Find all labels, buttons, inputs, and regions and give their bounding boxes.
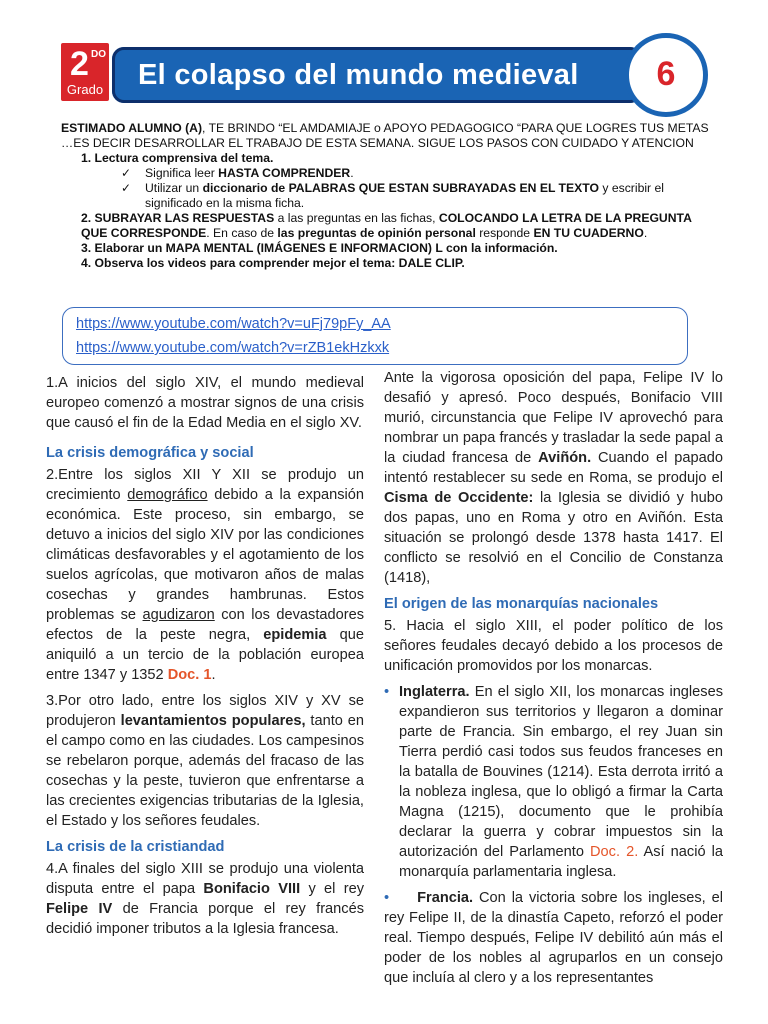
step-2: 2. SUBRAYAR LAS RESPUESTAS a las preguntas en las fichas, COLOCANDO LA LETRA DE LA PREGUNTA QUE CORRESPONDE. En caso de las preguntas de opinión personal responde EN TU CUADERNO. [81,211,692,240]
right-column [384,368,723,994]
bullet-france: • Francia. Con la victoria sobre los ingleses, el rey Felipe II, de la dinastía Capeto, reforzó el poder real. Tiempo después, Felipe IV debilitó aún más el poder de los nobles al agruparlos en un consejo que incluía al clero y a los representantes [384,890,723,986]
step-1-check-1: ✓ Significa leer HASTA COMPRENDER. [121,166,354,180]
instructions-intro: ESTIMADO ALUMNO (A), TE BRINDO “EL AMDAMIAJE o APOYO PEDAGOGICO “PARA QUE LOGRES TUS METAS …ES DECIR DESARROLLAR EL TRABAJO DE ESTA SEMANA. SIGUE LOS PASOS CON CUIDADO Y ATENCION [61,121,709,150]
grade-number: 2 [70,45,89,83]
grade-label: Grado [66,82,104,97]
step-1: 1. Lectura comprensiva del tema. [81,151,274,165]
step-3: 3. Elaborar un MAPA MENTAL (IMÁGENES E INFORMACION) L con la información. [81,241,558,255]
unit-number: 6 [656,55,676,93]
instructions-block [61,121,711,271]
doc-1-reference: Doc. 1 [167,667,212,683]
heading-demographic-crisis: La crisis demográfica y social [46,445,254,461]
video-link-2[interactable]: https://www.youtube.com/watch?v=rZB1ekHzkxk [76,340,390,356]
grade-superscript: DO [91,49,106,60]
bullet-icon: • [384,684,390,700]
paragraph-1: 1.A inicios del siglo XIV, el mundo medieval europeo comenzó a mostrar signos de una crisis que causó el fin de la Edad Media en el siglo XV. [46,375,364,431]
video-links-box [62,307,688,365]
video-link-1[interactable]: https://www.youtube.com/watch?v=uFj79pFy_AA [76,316,391,332]
heading-national-monarchies: El origen de las monarquías nacionales [384,596,659,612]
unit-number-circle [624,33,708,117]
bullet-england: • Inglaterra. En el siglo XII, los monarcas ingleses expandieron sus territorios y llegaron a dominar parte de Francia. Sin embargo, el rey Juan sin Tierra perdió casi todos sus feudos franceses en la batalla de Bouvines (1214). Esta derrota irritó a la nobleza inglesa, que lo obligó a firmar la Carta Magna (1215), documento que le prohibía declarar la guerra y cobrar impuestos sin la autorización del Parlamento Doc. 2. Así nació la monarquía parlamentaria inglesa. [384,684,723,880]
title-bar [112,47,642,103]
step-4: 4. Observa los videos para comprender mejor el tema: DALE CLIP. [81,256,465,270]
doc-2-reference: Doc. 2. [590,844,639,860]
check-icon: ✓ [121,181,132,195]
paragraph-5: 5. Hacia el siglo XIII, el poder político de los señores feudales decayó debido a los procesos de unificación promovidos por los monarcas. [384,618,723,674]
page-title: El colapso del mundo medieval [138,59,579,91]
grade-badge [61,43,109,101]
paragraph-continued: Ante la vigorosa oposición del papa, Felipe IV lo desafió y apresó. Poco después, Bonifacio VIII murió, circunstancia que Felipe IV aprovechó para nombrar un papa francés y trasladar la sede papal a la ciudad francesa de Aviñón. Cuando el papado intentó restablecer su sede en Roma, se produjo el Cisma de Occidente: la Iglesia se dividió y hubo dos papas, uno en Roma y otro en Aviñón. Esta situación se prolongó desde 1378 hasta 1417. El conflicto se resolvió en el Concilio de Constanza (1418), [384,370,723,586]
paragraph-4: 4.A finales del siglo XIII se produjo una violenta disputa entre el papa Bonifacio VIII y el rey Felipe IV de Francia porque el rey francés decidió imponer tributos a la Iglesia francesa. [46,861,365,937]
bullet-icon: • [384,890,390,906]
paragraph-2: 2.Entre los siglos XII Y XII se produjo un crecimiento demográfico debido a la expansión económica. Este proceso, sin embargo, se detuvo a inicios del siglo XIV por las condiciones climáticas desfavorables y el agotamiento de los suelos agrícolas, que motivaron años de malas cosechas y grandes hambrunas. Estos problemas se agudizaron con los devastadores efectos de la peste negra, epidemia que aniquiló a un tercio de la población europea entre 1347 y 1352 Doc. 1. [46,467,365,683]
heading-christianity-crisis: La crisis de la cristiandad [46,839,225,855]
left-column [46,373,364,945]
step-1-check-2: ✓ Utilizar un diccionario de PALABRAS QUE ESTAN SUBRAYADAS EN EL TEXTO y escribir el significado en la misma ficha. [121,181,664,210]
check-icon: ✓ [121,166,132,180]
paragraph-3: 3.Por otro lado, entre los siglos XIV y XV se produjeron levantamientos populares, tanto en el campo como en las ciudades. Los campesinos se rebelaron porque, además del fracaso de las cosechas y la peste, tuvieron que enfrentarse a las crecientes exigencias tributarias de la Iglesia, el Estado y los señores feudales. [46,693,364,829]
